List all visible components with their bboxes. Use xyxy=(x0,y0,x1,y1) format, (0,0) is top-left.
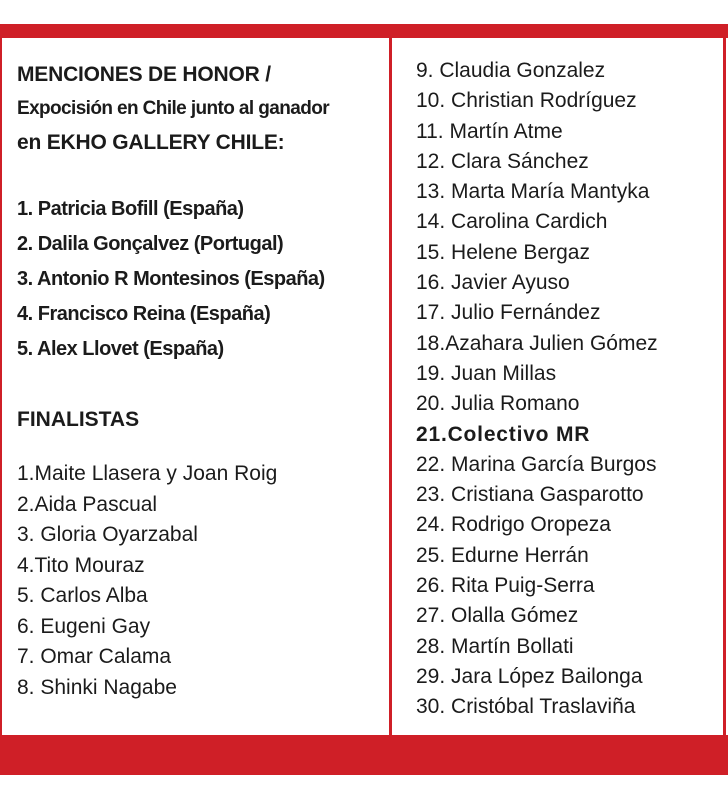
finalista-item: 6. Eugeni Gay xyxy=(17,614,151,638)
finalista-item: 25. Edurne Herrán xyxy=(416,543,589,567)
finalista-item: 16. Javier Ayuso xyxy=(416,271,570,295)
finalista-item: 5. Carlos Alba xyxy=(17,584,148,607)
right-column xyxy=(416,58,722,723)
menciones-list xyxy=(17,192,387,367)
finalista-item: 7. Omar Calama xyxy=(17,645,172,668)
mencion-item: 1. Patricia Bofill (España) xyxy=(17,198,244,220)
menciones-heading-line-3: en EKHO GALLERY CHILE: xyxy=(17,131,285,154)
finalista-item: 3. Gloria Oyarzabal xyxy=(17,523,198,546)
finalista-item: 17. Julio Fernández xyxy=(416,301,601,325)
bottom-red-band xyxy=(0,735,728,775)
finalista-item: 8. Shinki Nagabe xyxy=(17,675,177,699)
mencion-item: 5. Alex Llovet (España) xyxy=(17,338,224,360)
finalistas-heading: FINALISTAS xyxy=(17,408,140,431)
finalista-item: 23. Cristiana Gasparotto xyxy=(416,483,644,507)
menciones-heading-line-1: MENCIONES DE HONOR / xyxy=(17,63,271,86)
finalista-item: 10. Christian Rodríguez xyxy=(416,89,637,113)
finalista-item: 4.Tito Mouraz xyxy=(17,553,145,577)
left-column xyxy=(17,58,387,703)
finalista-item: 1.Maite Llasera y Joan Roig xyxy=(17,462,278,485)
finalista-item: 9. Claudia Gonzalez xyxy=(416,59,606,82)
finalista-item: 19. Juan Millas xyxy=(416,361,557,385)
menciones-heading xyxy=(17,58,387,160)
finalista-item: 28. Martín Bollati xyxy=(416,634,574,658)
finalista-item: 18.Azahara Julien Gómez xyxy=(416,331,658,355)
finalista-item: 14. Carolina Cardich xyxy=(416,210,608,234)
finalista-item: 12. Clara Sánchez xyxy=(416,149,589,173)
mencion-item: 2. Dalila Gonçalvez (Portugal) xyxy=(17,233,284,255)
finalista-item: 24. Rodrigo Oropeza xyxy=(416,513,611,537)
finalista-item-colectivo: 21.Colectivo MR xyxy=(416,422,591,446)
finalista-item: 27. Olalla Gómez xyxy=(416,604,579,628)
finalista-item: 26. Rita Puig-Serra xyxy=(416,574,595,598)
left-frame-border xyxy=(0,38,2,735)
top-red-band xyxy=(0,24,728,38)
finalista-item: 29. Jara López Bailonga xyxy=(416,664,643,688)
menciones-heading-line-2: Expocisión en Chile junto al ganador xyxy=(17,98,329,119)
finalista-item: 2.Aida Pascual xyxy=(17,492,158,516)
mencion-item: 4. Francisco Reina (España) xyxy=(17,303,271,325)
finalista-item: 30. Cristóbal Traslaviña xyxy=(416,695,636,719)
right-frame-border xyxy=(723,38,726,735)
finalista-item: 20. Julia Romano xyxy=(416,392,580,416)
finalistas-list-right xyxy=(416,56,722,723)
finalista-item: 11. Martín Atme xyxy=(416,119,563,143)
finalista-item: 15. Helene Bergaz xyxy=(416,240,590,264)
column-divider xyxy=(389,38,392,735)
mencion-item: 3. Antonio R Montesinos (España) xyxy=(17,268,325,290)
finalista-item: 22. Marina García Burgos xyxy=(416,452,657,476)
finalista-item: 13. Marta María Mantyka xyxy=(416,180,650,204)
finalistas-list-left xyxy=(17,459,387,703)
